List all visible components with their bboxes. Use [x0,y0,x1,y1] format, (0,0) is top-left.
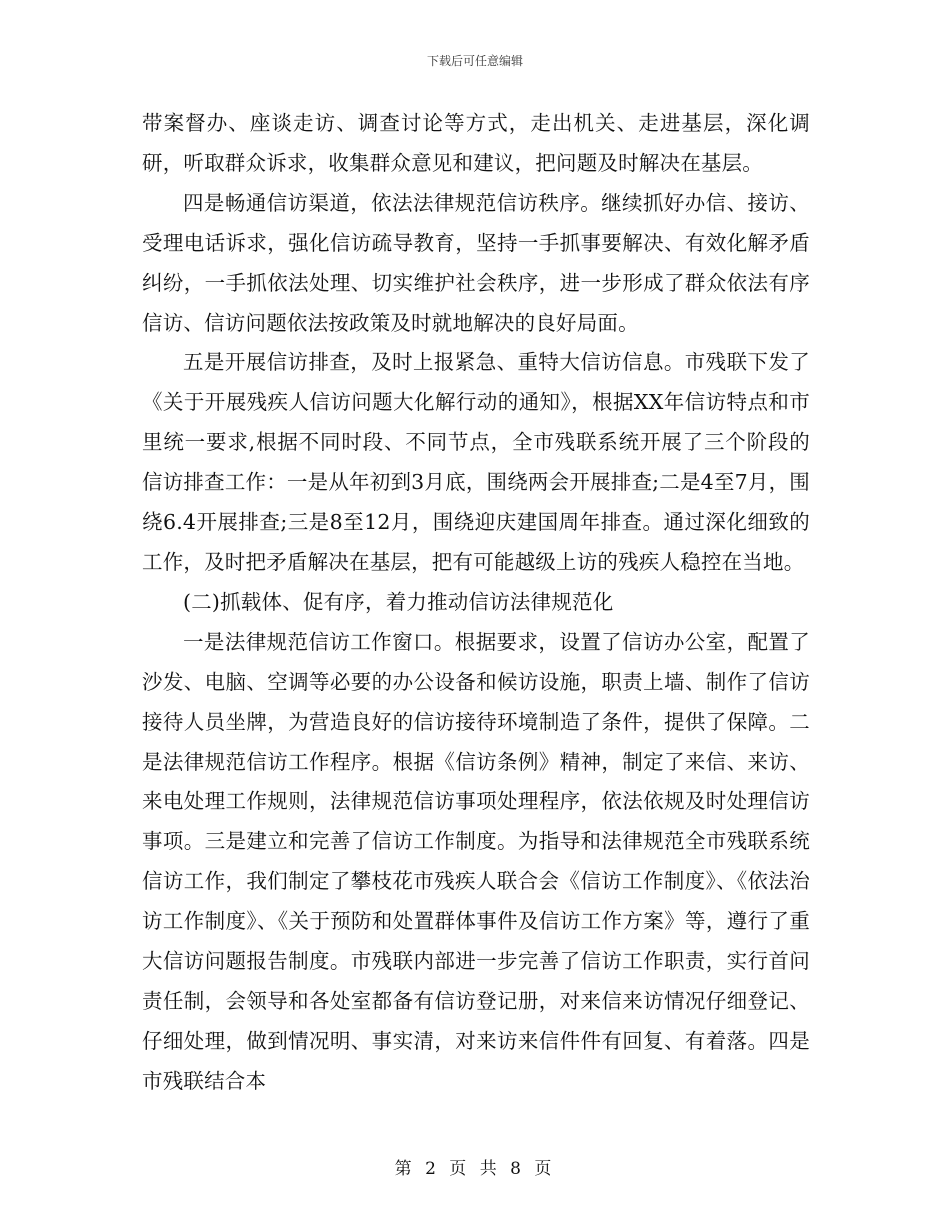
section-heading: (二)抓载体、促有序，着力推动信访法律规范化 [183,589,614,614]
page-footer: 第 2 页 共 8 页 [394,1159,556,1179]
body-text [142,104,810,1102]
paragraph: 带案督办、座谈走访、调查讨论等方式，走出机关、走进基层，深化调研，听取群众诉求，收集群众意见和建议，把问题及时解决在基层。 [142,111,810,175]
page-header: 下载后可任意编辑 [426,54,523,68]
paragraph: 四是畅通信访渠道，依法法律规范信访秩序。继续抓好办信、接访、受理电话诉求，强化信访疏导教育，坚持一手抓事要解决、有效化解矛盾纠纷，一手抓依法处理、切实维护社会秩序，进一步形成了群众依法有序信访、信访问题依法按政策及时就地解决的良好局面。 [142,190,810,335]
paragraph: 五是开展信访排查，及时上报紧急、重特大信访信息。市残联下发了《关于开展残疾人信访问题大化解行动的通知》，根据XX年信访特点和市里统一要求,根据不同时段、不同节点，全市残联系统开展了三个阶段的信访排查工作：一是从年初到3月底，围绕两会开展排查;二是4至7月，围绕6.4开展排查;三是8至12月，围绕迎庆建国周年排查。通过深化细致的工作，及时把矛盾解决在基层，把有可能越级上访的残疾人稳控在当地。 [142,350,810,574]
paragraph: 一是法律规范信访工作窗口。根据要求，设置了信访办公室，配置了沙发、电脑、空调等必要的办公设备和候访设施，职责上墙、制作了信访接待人员坐牌，为营造良好的信访接待环境制造了条件，提供了保障。二是法律规范信访工作程序。根据《信访条例》精神，制定了来信、来访、来电处理工作规则，法律规范信访事项处理程序，依法依规及时处理信访事项。三是建立和完善了信访工作制度。为指导和法律规范全市残联系统信访工作，我们制定了攀枝花市残疾人联合会《信访工作制度》、《依法治访工作制度》、《关于预防和处置群体事件及信访工作方案》等，遵行了重大信访问题报告制度。市残联内部进一步完善了信访工作职责，实行首问责任制，会领导和各处室都备有信访登记册，对来信来访情况仔细登记、仔细处理，做到情况明、事实清，对来访来信件件有回复、有着落。四是市残联结合本 [142,629,810,1093]
